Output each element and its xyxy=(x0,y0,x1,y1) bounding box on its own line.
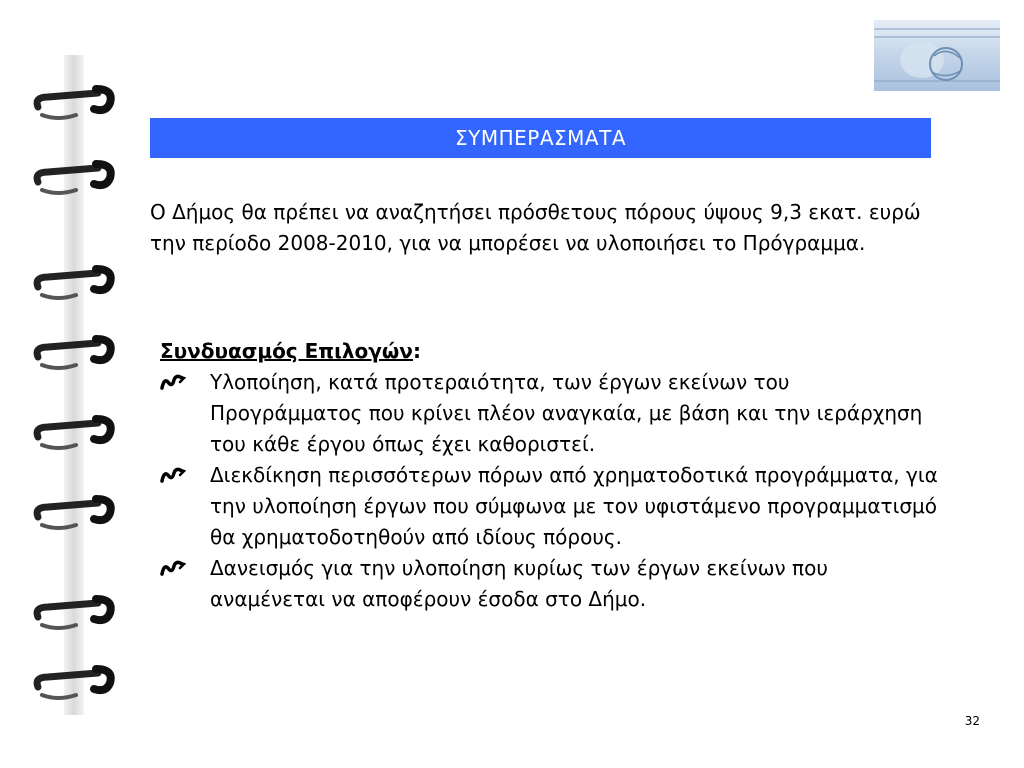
spiral-ring-icon xyxy=(28,255,118,305)
bullet-text: Δανεισμός για την υλοποίηση κυρίως των έργων εκείνων που αναμένεται να αποφέρουν έσοδα στο Δήμο. xyxy=(210,556,828,611)
bullet-item xyxy=(160,367,940,460)
bullet-item xyxy=(160,553,940,615)
options-section xyxy=(160,336,940,615)
options-heading-text: Συνδυασμός Επιλογών xyxy=(160,339,413,363)
page-number: 32 xyxy=(964,714,980,728)
spiral-ring-icon xyxy=(28,655,118,705)
intro-paragraph: Ο Δήμος θα πρέπει να αναζητήσει πρόσθετους πόρους ύψους 9,3 εκατ. ευρώ την περίοδο 2008-2010, για να μπορέσει να υλοποιήσει το Πρόγραμμα. xyxy=(150,200,921,255)
spiral-ring-icon xyxy=(28,150,118,200)
squiggle-bullet-icon xyxy=(160,465,186,485)
spiral-ring-icon xyxy=(28,75,118,125)
bullet-text: Υλοποίηση, κατά προτεραιότητα, των έργων εκείνων του Προγράμματος που κρίνει πλέον αναγκαία, με βάση και την ιεράρχηση του κάθε έργου όπως έχει καθοριστεί. xyxy=(210,370,923,456)
squiggle-bullet-icon xyxy=(160,372,186,392)
slide-title: ΣΥΜΠΕΡΑΣΜΑΤΑ xyxy=(150,118,931,158)
spiral-binding-icon xyxy=(0,55,130,715)
spiral-ring-icon xyxy=(28,585,118,635)
bullet-text: Διεκδίκηση περισσότερων πόρων από χρηματοδοτικά προγράμματα, για την υλοποίηση έργων που σύμφωνα με τον υφιστάμενο προγραμματισμό θα χρηματοδοτηθούν από ιδίους πόρους. xyxy=(210,463,938,549)
options-heading-colon: : xyxy=(412,339,421,363)
options-heading xyxy=(160,336,940,367)
logo-icon xyxy=(874,20,1000,91)
squiggle-bullet-icon xyxy=(160,558,186,578)
spiral-ring-icon xyxy=(28,485,118,535)
spiral-ring-icon xyxy=(28,405,118,455)
bullet-item xyxy=(160,460,940,553)
spiral-ring-icon xyxy=(28,325,118,375)
